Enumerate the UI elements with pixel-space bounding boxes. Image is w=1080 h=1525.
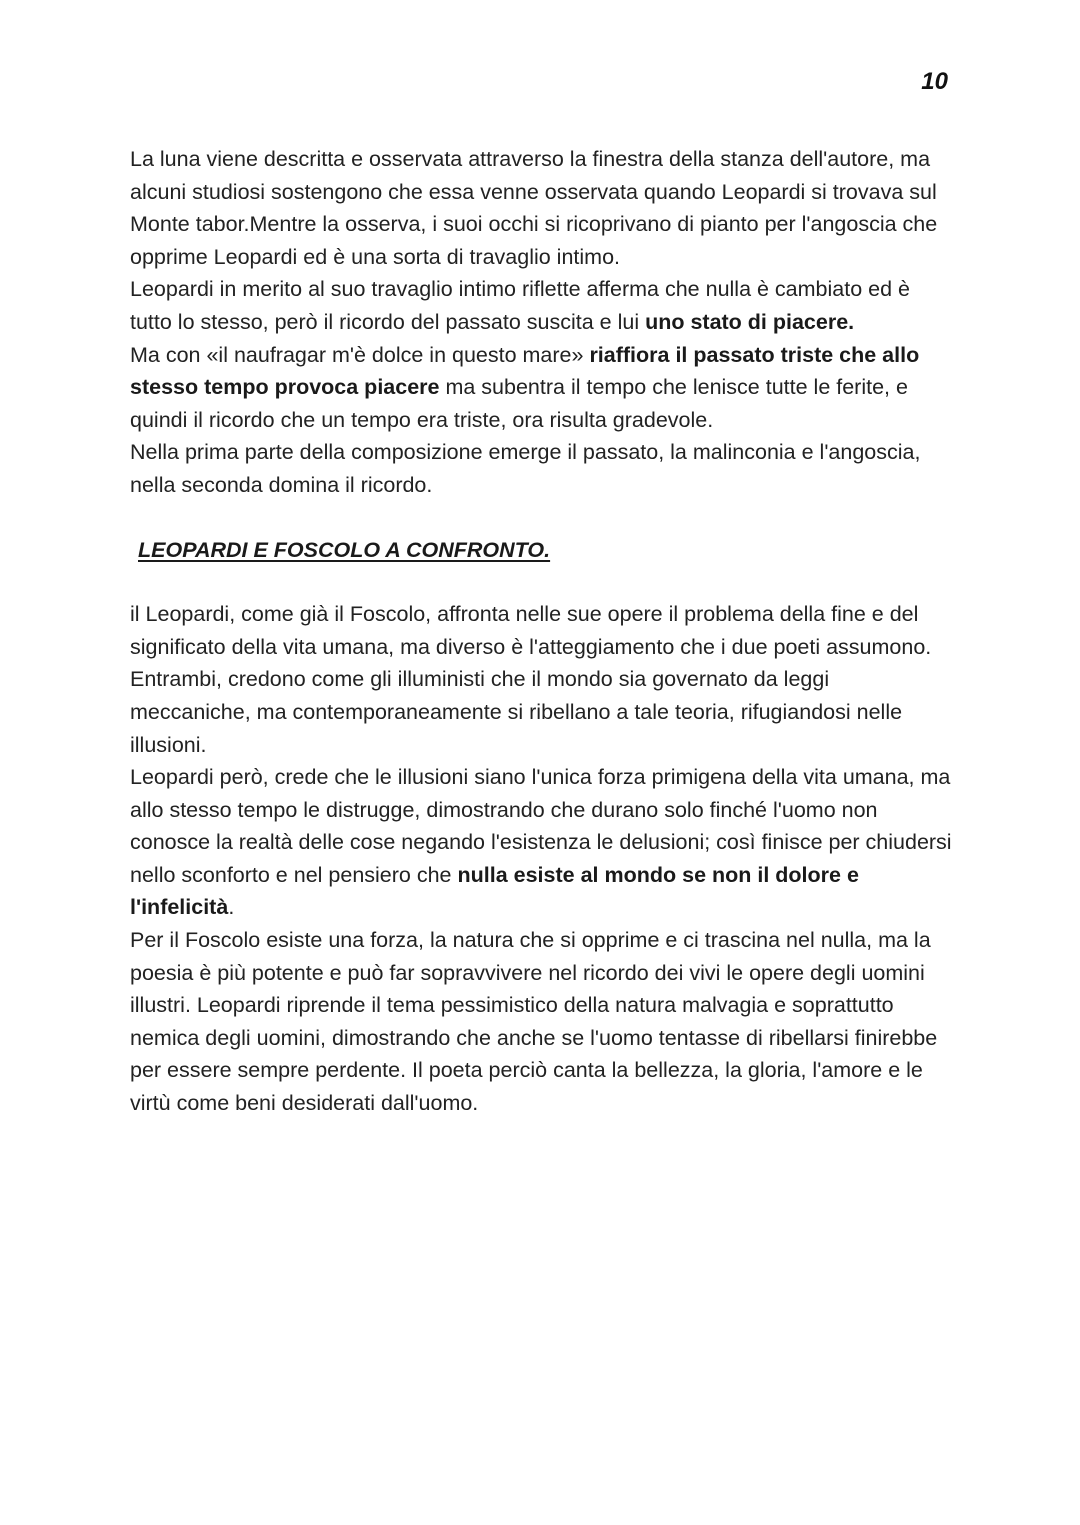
section-comparison — [130, 598, 955, 1120]
text-run: La luna viene descritta e osservata attraverso la finestra della stanza dell'autore, ma alcuni studiosi sostengono che essa venne osservata quando Leopardi si trovava sul Monte tabor.Mentre la osserva, i suoi occhi si ricoprivano di pianto per l'angoscia che opprime Leopardi ed è una sorta di travaglio intimo. — [130, 147, 938, 269]
paragraph — [130, 924, 955, 1120]
bold-text-run: nulla esiste al mondo se non il dolore e l'infelicità — [130, 862, 859, 920]
section-intro — [130, 143, 955, 502]
text-run: Nella prima parte della composizione emerge il passato, la malinconia e l'angoscia, nella seconda domina il ricordo. — [130, 440, 921, 497]
text-run: Leopardi in merito al suo travaglio intimo riflette afferma che nulla è cambiato ed è tutto lo stesso, però il ricordo del passato suscita e lui — [130, 277, 910, 334]
section-heading: LEOPARDI E FOSCOLO A CONFRONTO. — [138, 537, 551, 562]
text-run: ma subentra il tempo che lenisce tutte le ferite, e quindi il ricordo che un tempo era triste, ora risulta gradevole. — [130, 375, 908, 432]
paragraph — [130, 339, 955, 437]
text-run: il Leopardi, come già il Foscolo, affronta nelle sue opere il problema della fine e del significato della vita umana, ma diverso è l'atteggiamento che i due poeti assumono. — [130, 602, 932, 659]
paragraph — [130, 663, 955, 761]
paragraph — [130, 143, 955, 273]
page-number: 10 — [921, 68, 948, 95]
text-run: . — [228, 895, 235, 920]
paragraph — [130, 436, 955, 501]
paragraph — [130, 598, 955, 663]
text-run: Leopardi però, crede che le illusioni siano l'unica forza primigena della vita umana, ma allo stesso tempo le distrugge, dimostrando che durano solo finché l'uomo non conosce la realtà delle cose negando l'esistenza le delusioni; così finisce per chiudersi nello sconforto e nel pensiero che — [130, 765, 952, 887]
text-run: Entrambi, credono come gli illuministi che il mondo sia governato da leggi meccaniche, ma contemporaneamente si ribellano a tale teoria, rifugiandosi nelle illusioni. — [130, 667, 903, 757]
document-body — [130, 143, 955, 1120]
bold-text-run: riaffiora il passato triste che allo stesso tempo provoca piacere — [130, 342, 920, 400]
text-run: Ma con «il naufragar m'è dolce in questo mare» — [130, 342, 590, 367]
bold-text-run: uno stato di piacere. — [645, 309, 855, 334]
paragraph — [130, 273, 955, 338]
text-run: Per il Foscolo esiste una forza, la natura che si opprime e ci trascina nel nulla, ma la poesia è più potente e può far sopravvivere nel ricordo dei vivi le opere degli uomini illustri. Leopardi riprende il tema pessimistico della natura malvagia e soprattutto nemica degli uomini, dimostrando che anche se l'uomo tentasse di ribellarsi finirebbe per essere sempre perdente. Il poeta perciò canta la bellezza, la gloria, l'amore e le virtù come beni desiderati dall'uomo. — [130, 928, 938, 1116]
paragraph — [130, 761, 955, 924]
